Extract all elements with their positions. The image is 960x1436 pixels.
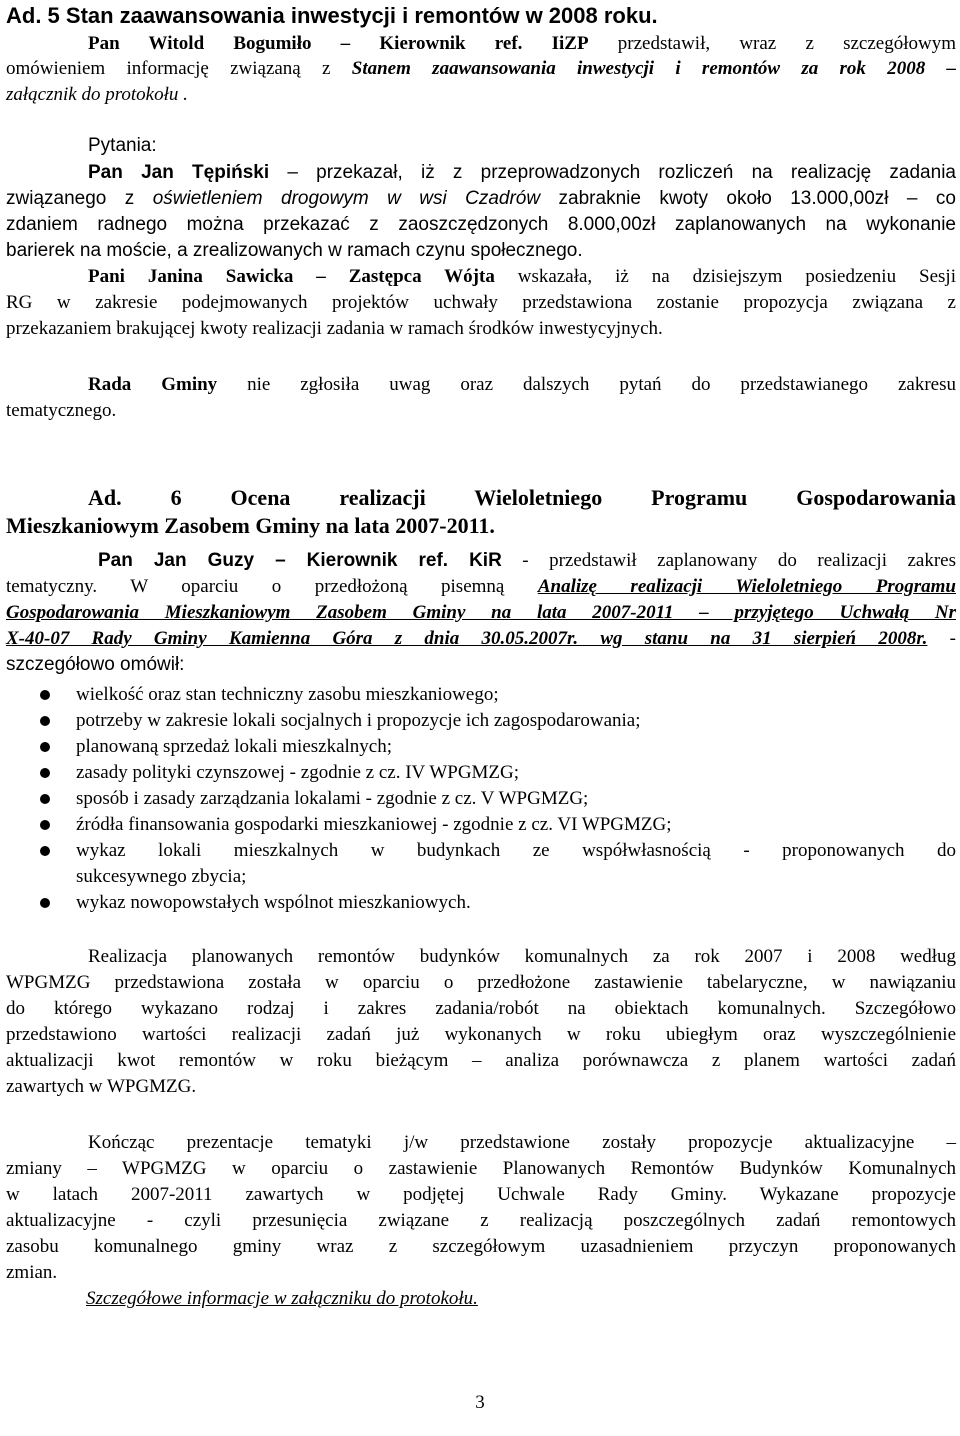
paragraph-line: związanego z oświetleniem drogowym w wsi Czadrów zabraknie kwoty około 13.000,00zł – co <box>6 188 957 209</box>
paragraph-line: Pan Witold Bogumiło – Kierownik ref. IiZP przedstawił, wraz z szczegółowym <box>88 33 956 54</box>
paragraph-line: RG w zakresie podejmowanych projektów uchwały przedstawiona zostanie propozycja związana z <box>6 292 956 313</box>
paragraph-line: Gospodarowania Mieszkaniowym Zasobem Gminy na lata 2007-2011 – przyjętego Uchwałą Nr <box>6 602 956 623</box>
list-item: planowaną sprzedaż lokali mieszkalnych; <box>76 736 393 757</box>
speaker-name: Pani Janina Sawicka – Zastępca Wójta <box>88 266 495 287</box>
paragraph-line: zawartych w WPGMZG. <box>6 1076 197 1097</box>
bullet-icon <box>40 820 50 830</box>
paragraph-line: w latach 2007-2011 zawartych w podjętej Uchwale Rady Gminy. Wykazane propozycje <box>6 1184 956 1205</box>
paragraph-line: Pani Janina Sawicka – Zastępca Wójta wskazała, iż na dzisiejszym posiedzeniu Sesji <box>88 266 956 287</box>
paragraph-line: tematyczny. W oparciu o przedłożoną pisemną Analizę realizacji Wieloletniego Programu <box>6 576 956 597</box>
speaker-name: Pan Witold Bogumiło – Kierownik ref. IiZP <box>88 33 589 54</box>
bullet-icon <box>40 794 50 804</box>
bullet-icon <box>40 846 50 856</box>
list-item: potrzeby w zakresie lokali socjalnych i propozycje ich zagospodarowania; <box>76 710 641 731</box>
paragraph-line: zmian. <box>6 1262 58 1283</box>
paragraph-line: zmiany – WPGMZG w oparciu o zastawienie Planowanych Remontów Budynków Komunalnych <box>6 1158 956 1179</box>
paragraph-line: Pan Jan Tępiński – przekazał, iż z przeprowadzonych rozliczeń na realizację zadania <box>88 162 956 183</box>
speaker-name: Rada Gminy <box>88 374 218 395</box>
paragraph-line: zdaniem radnego można przekazać z zaoszczędzonych 8.000,00zł zaplanowanych na wykonanie <box>6 214 956 235</box>
paragraph-line: WPGMZG przedstawiona została w oparciu o przedłożone zastawienie tabelaryczne, w nawiązaniu <box>6 972 956 993</box>
section-5-heading: Ad. 5 Stan zaawansowania inwestycji i remontów w 2008 roku. <box>6 3 658 28</box>
list-item: sposób i zasady zarządzania lokalami - zgodnie z cz. V WPGMZG; <box>76 788 589 809</box>
section-6-heading: Ad. 6 Ocena realizacji Wieloletniego Programu Gospodarowania <box>88 485 956 510</box>
list-item: zasady polityki czynszowej - zgodnie z cz. IV WPGMZG; <box>76 762 520 783</box>
paragraph-line: do którego wykazano rodzaj i zakres zadania/robót na obiektach komunalnych. Szczegółowo <box>6 998 956 1019</box>
list-item-continuation: sukcesywnego zbycia; <box>76 866 247 887</box>
list-item: źródła finansowania gospodarki mieszkaniowej - zgodnie z cz. VI WPGMZG; <box>76 814 672 835</box>
section-6-heading: Mieszkaniowym Zasobem Gminy na lata 2007-2011. <box>6 513 495 538</box>
attachment-note: Szczegółowe informacje w załączniku do protokołu. <box>86 1288 478 1309</box>
paragraph-line: Rada Gminy nie zgłosiła uwag oraz dalszych pytań do przedstawianego zakresu <box>88 374 956 395</box>
questions-label: Pytania: <box>88 135 157 156</box>
paragraph-line: przedstawiono wartości realizacji zadań już wykonanych w roku ubiegłym oraz wyszczególnienie <box>6 1024 956 1045</box>
paragraph-line: tematycznego. <box>6 400 117 421</box>
list-item: wielkość oraz stan techniczny zasobu mieszkaniowego; <box>76 684 499 705</box>
bullet-icon <box>40 716 50 726</box>
speaker-name: Pan Jan Tępiński <box>88 162 270 183</box>
speaker-name: Pan Jan Guzy – Kierownik ref. KiR <box>98 550 502 571</box>
list-item: wykaz lokali mieszkalnych w budynkach ze współwłasnością - proponowanych do <box>76 840 956 861</box>
paragraph-line: Pan Jan Guzy – Kierownik ref. KiR - przedstawił zaplanowany do realizacji zakres <box>98 550 956 571</box>
bullet-icon <box>40 742 50 752</box>
paragraph-line: omówieniem informację związaną z Stanem zaawansowania inwestycji i remontów za rok 2008 – <box>6 58 956 79</box>
paragraph-line: przekazaniem brakującej kwoty realizacji zadania w ramach środków inwestycyjnych. <box>6 318 663 339</box>
paragraph-line: Realizacja planowanych remontów budynków komunalnych za rok 2007 i 2008 według <box>88 946 956 967</box>
list-item: wykaz nowopowstałych wspólnot mieszkaniowych. <box>76 892 471 913</box>
bullet-icon <box>40 690 50 700</box>
bullet-icon <box>40 898 50 908</box>
paragraph-line: szczegółowo omówił: <box>6 654 185 675</box>
paragraph-line: aktualizacji kwot remontów w roku bieżącym – analiza porównawcza z planem wartości zadań <box>6 1050 956 1071</box>
paragraph-line: aktualizacyjne - czyli przesunięcia związane z realizacją poszczególnych zadań remontowych <box>6 1210 956 1231</box>
paragraph-line: załącznik do protokołu . <box>6 84 188 105</box>
paragraph-line: barierek na moście, a zrealizowanych w ramach czynu społecznego. <box>6 240 583 261</box>
bullet-icon <box>40 768 50 778</box>
paragraph-line: zasobu komunalnego gminy wraz z szczegółowym uzasadnieniem przyczyn proponowanych <box>6 1236 956 1257</box>
paragraph-line: Kończąc prezentacje tematyki j/w przedstawione zostały propozycje aktualizacyjne – <box>88 1132 956 1153</box>
page-number: 3 <box>475 1392 485 1413</box>
paragraph-line: X-40-07 Rady Gminy Kamienna Góra z dnia 30.05.2007r. wg stanu na 31 sierpień 2008r. - <box>6 628 956 649</box>
